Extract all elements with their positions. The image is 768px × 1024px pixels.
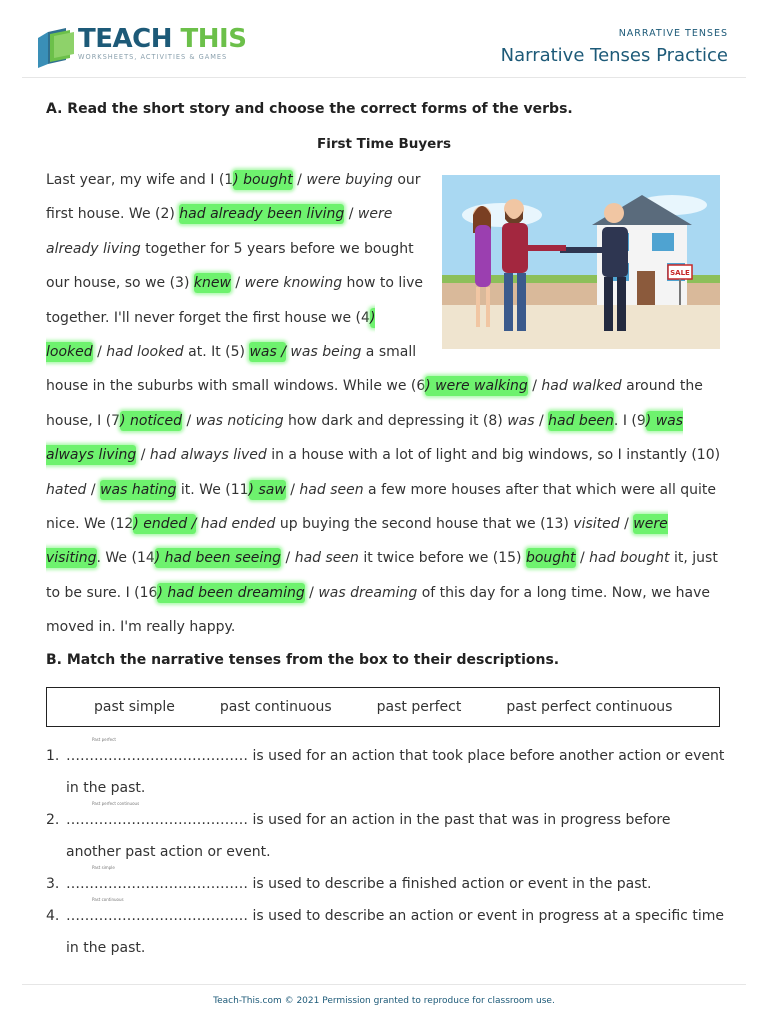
answer-dots: ………………………………… (66, 908, 248, 924)
alternative-option: had always lived (149, 447, 267, 464)
question-description: is used for an action that took place before another action or event in the past. (66, 748, 725, 796)
alternative-option: had seen (294, 550, 359, 567)
house-buyers-illustration (442, 175, 720, 349)
story-text: in a house with a lot of light and big windows, so I instantly (10) (266, 447, 721, 464)
tense-option: past perfect continuous (506, 699, 673, 715)
tense-options-box (46, 687, 720, 727)
highlighted-answer: bought (525, 550, 576, 567)
story-paragraph (46, 163, 726, 645)
story-text: a few more houses after that which were all quite nice. We (12 (46, 481, 717, 533)
header-divider (22, 77, 746, 78)
story-text: / (285, 481, 300, 498)
question-description: is used for an action in the past that was in progress before another past action or event. (66, 812, 671, 860)
matching-question (46, 737, 726, 804)
matching-questions (46, 737, 726, 964)
story-text: / (575, 550, 590, 567)
alternative-option: were knowing (244, 275, 343, 292)
answer-blank[interactable] (66, 801, 248, 828)
story-text: how to live together. I'll never forget the first house we (4 (46, 275, 424, 326)
alternative-option: hated (46, 481, 87, 498)
story-text: / (182, 412, 196, 429)
highlighted-answer: was hating (100, 481, 177, 498)
highlighted-answer: ) were walking (425, 378, 528, 395)
alternative-option: had bought (589, 550, 670, 567)
story-text: Last year, my wife and I (1 (46, 172, 234, 188)
highlighted-answer: was / (249, 344, 286, 361)
matching-question (46, 897, 726, 964)
handwritten-answer: Past perfect (92, 737, 116, 742)
story-text: / (344, 206, 358, 223)
question-number: 3. (46, 876, 60, 892)
highlighted-answer: ) was always living (46, 412, 684, 464)
alternative-option: were buying (306, 172, 393, 188)
story-text: / (136, 447, 150, 464)
story-text: / (292, 172, 307, 188)
highlighted-answer: had already been living (179, 206, 345, 223)
footer-divider (22, 984, 746, 985)
story-text: how dark and depressing it (8) (283, 412, 508, 429)
alternative-option: was being (290, 344, 362, 361)
story-text: at. It (5) (183, 344, 250, 361)
tense-option: past continuous (219, 699, 332, 715)
story-text: it. We (11 (176, 481, 249, 498)
section-b-instruction: B. Match the narrative tenses from the box to their descriptions. (46, 652, 560, 668)
highlighted-answer: knew (193, 275, 231, 292)
logo-teach: TEACH (78, 24, 172, 54)
question-number: 4. (46, 908, 60, 924)
handwritten-answer: Past simple (92, 865, 115, 870)
tense-option: past perfect (376, 699, 462, 715)
story-text: . I (9 (613, 412, 646, 429)
story-text: / (619, 516, 634, 533)
page-header (0, 0, 768, 78)
answer-dots: ………………………………… (66, 876, 248, 892)
highlighted-answer: ) saw (248, 481, 286, 498)
book-logo-icon (36, 24, 76, 68)
tense-option: past simple (94, 699, 175, 715)
answer-dots: ………………………………… (66, 748, 248, 764)
question-description: is used to describe an action or event in progress at a specific time in the past. (66, 908, 724, 956)
alternative-option: were already living (46, 206, 393, 257)
story-text: around the house, I (7 (46, 378, 703, 429)
story-text: / (92, 344, 107, 361)
story-title: First Time Buyers (316, 136, 451, 152)
worksheet-title: Narrative Tenses Practice (500, 45, 728, 66)
answer-blank[interactable] (66, 865, 248, 892)
handwritten-answer: Past continuous (92, 897, 124, 902)
teach-this-logo[interactable] (36, 24, 246, 68)
logo-wordmark (78, 24, 246, 61)
logo-tagline: WORKSHEETS, ACTIVITIES & GAMES (78, 53, 228, 61)
story-text: / (86, 481, 101, 498)
highlighted-answer: ) bought (233, 172, 293, 188)
alternative-option: visited (573, 516, 620, 533)
highlighted-answer: ) had been seeing (154, 550, 282, 567)
sale-sign-text: SALE (670, 269, 690, 277)
alternative-option: had walked (541, 378, 622, 395)
header-titles (501, 28, 728, 66)
alternative-option: was (507, 412, 535, 429)
logo-this: THIS (180, 24, 247, 54)
story-text: / (534, 412, 549, 429)
story-text: / (230, 275, 245, 292)
story-text: / (281, 550, 295, 567)
story-text: . We (14 (96, 550, 155, 567)
handwritten-answer: Past perfect continuous (92, 801, 140, 806)
highlighted-answer: ) noticed (120, 412, 183, 429)
highlighted-answer: had been (548, 412, 614, 429)
story-text: together for 5 years before we bought our house, so we (3) (46, 240, 414, 292)
story-text: / (527, 378, 542, 395)
question-description: is used to describe a finished action or event in the past. (248, 876, 652, 892)
alternative-option: had looked (106, 344, 184, 361)
question-number: 2. (46, 812, 60, 828)
answer-dots: ………………………………… (66, 812, 248, 828)
matching-question (46, 801, 726, 868)
alternative-option: had seen (299, 481, 364, 498)
answer-blank[interactable] (66, 897, 248, 924)
highlighted-answer: ) had been dreaming (157, 584, 305, 601)
story-text: of this day for a long time. Now, we have moved in. I'm really happy. (46, 584, 711, 636)
worksheet-category: NARRATIVE TENSES (618, 28, 728, 39)
answer-blank[interactable] (66, 737, 248, 764)
question-number: 1. (46, 748, 60, 764)
highlighted-answer: ) looked (46, 309, 376, 361)
story-text: our first house. We (2) (46, 172, 421, 223)
story-text: it, just to be sure. I (16 (46, 550, 718, 601)
section-a-instruction: A. Read the short story and choose the correct forms of the verbs. (46, 101, 573, 117)
alternative-option: was dreaming (318, 584, 418, 601)
alternative-option: had ended (200, 516, 276, 533)
story-text: up buying the second house that we (13) (275, 516, 574, 533)
matching-question (46, 865, 726, 900)
story-text: / (304, 584, 319, 601)
highlighted-answer: ) ended / (133, 516, 197, 533)
story-text: it twice before we (15) (358, 550, 526, 567)
copyright-footer: Teach-This.com © 2021 Permission granted to reproduce for classroom use. (213, 996, 555, 1006)
alternative-option: was noticing (195, 412, 284, 429)
story-text: a small house in the suburbs with small windows. While we (6 (46, 344, 426, 395)
highlighted-answer: were visiting (46, 516, 668, 567)
